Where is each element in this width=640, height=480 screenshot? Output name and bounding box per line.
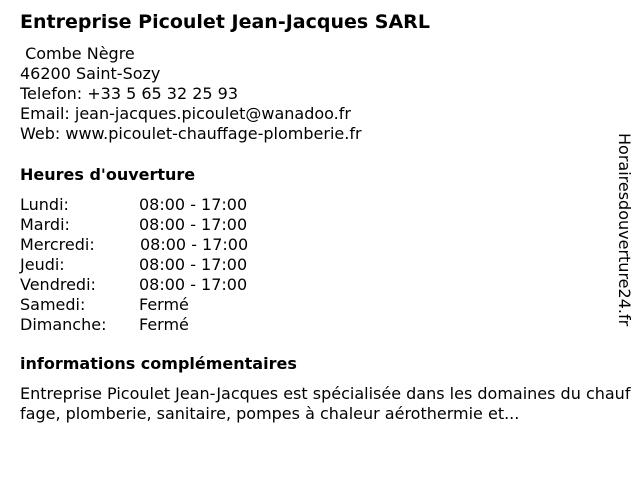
hours-row-wednesday [20,235,300,255]
email-line: Email: jean-jacques.picoulet@wanadoo.fr [20,104,351,123]
hours-value: 08:00 - 17:00 [140,235,249,254]
hours-value: 08:00 - 17:00 [139,255,248,274]
website-line: Web: www.picoulet-chauffage-plomberie.fr [20,124,362,143]
hours-value: 08:00 - 17:00 [139,195,248,214]
hours-value: Fermé [139,295,189,314]
additional-info-heading: informations complémentaires [20,354,297,373]
phone-line: Telefon: +33 5 65 32 25 93 [20,84,239,103]
hours-row-thursday [20,255,300,275]
day-label: Mercredi: [20,235,95,254]
hours-value: Fermé [139,315,189,334]
hours-row-sunday [20,315,300,335]
contact-block [20,44,362,144]
street-address: Combe Nègre [20,44,135,63]
site-watermark: Horairesdouverture24.fr [615,133,634,327]
opening-hours-table [20,195,300,335]
day-label: Samedi: [20,295,86,314]
opening-hours-heading: Heures d'ouverture [20,165,196,184]
hours-row-tuesday [20,215,300,235]
postal-city: 46200 Saint-Sozy [20,64,161,83]
day-label: Dimanche: [20,315,107,334]
hours-value: 08:00 - 17:00 [139,215,248,234]
day-label: Jeudi: [20,255,65,274]
hours-row-saturday [20,295,300,315]
hours-value: 08:00 - 17:00 [139,275,248,294]
hours-row-monday [20,195,300,215]
day-label: Lundi: [20,195,69,214]
day-label: Mardi: [20,215,70,234]
day-label: Vendredi: [20,275,96,294]
business-name: Entreprise Picoulet Jean-Jacques SARL [20,11,430,33]
hours-row-friday [20,275,300,295]
additional-info-text: Entreprise Picoulet Jean-Jacques est spécialisée dans les domaines du chauffage, plomberie, sanitaire, pompes à chaleur aérothermie et... [20,384,631,423]
